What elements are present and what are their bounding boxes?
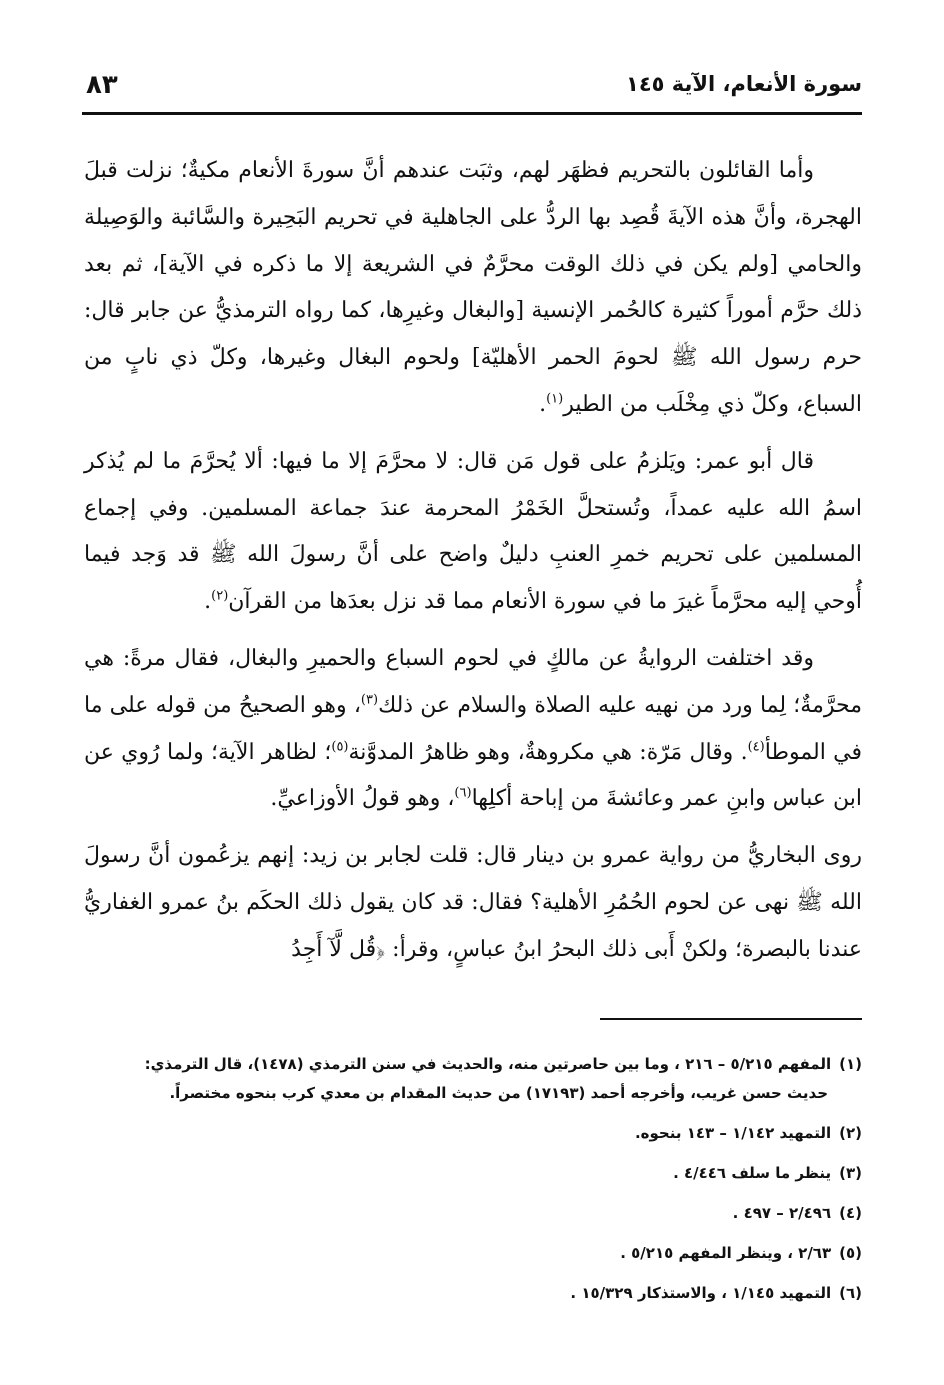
footnote-marker-2: (٢) [211,588,229,604]
paragraph-3-text-c: . وقال مَرّة: هي مكروهةٌ، وهو ظاهرُ المدوَّنة [348,739,748,765]
footnote-number: (٥) [839,1244,862,1262]
footnote-1 [84,1050,862,1108]
footnote-marker-5: (٥) [331,739,349,755]
header-rule [82,112,862,115]
paragraph-2-text: قال أبو عمر: ويَلزمُ على قول مَن قال: لا محرَّمَ إلا ما فيها: ألا يُحرَّمَ ما لم يُذكر اسمُ الله عليه عمداً، وتُستحلَّ الخَمْرُ المحرمة عندَ جماعة المسلمين. وفي إجماع المسلمين على تحريم خمرِ العنبِ دليلٌ واضح على أنَّ رسولَ الله ﷺ قد وَجد فيما أُوحي إليه محرَّماً غيرَ ما في سورة الأنعام مما قد نزل بعدَها من القرآن [84,448,862,615]
running-title: سورة الأنعام، الآية ١٤٥ [626,72,862,96]
paragraph-3-text-a: وقد اختلفت الروايةُ عن مالكٍ في لحوم السباع والحميرِ والبغال، فقال مرةً: هي محرَّمةٌ؛ لِما ورد من نهيه عليه الصلاة والسلام عن ذلك [84,645,862,718]
footnote-number: (٢) [839,1124,862,1142]
main-text [84,148,862,984]
paragraph-1: وأما القائلون بالتحريم فظهَر لهم، وثبَت عندهم أنَّ سورةَ الأنعام مكيةٌ؛ نزلت قبلَ الهجرة، وأنَّ هذه الآيةَ قُصِد بها الردُّ على الجاهلية في تحريم البَحِيرة والسَّائبة والوَصِيلة والحامي [ولم يكن في ذلك الوقت محرَّمٌ في الشريعة إلا ما ذكره في الآية]، ثم بعد ذلك حرَّم أموراً كثيرة كالحُمر الإنسية [والبغال وغيرِها، كما رواه الترمذيُّ عن جابر قال: حرم رسول الله ﷺ لحومَ الحمر الأهليّة] ولحوم البغال وغيرها، وكلّ ذي نابٍ من السباع، وكلّ ذي مِخْلَب من الطير$^{(١)}$. [84,158,862,417]
footnote-text: التمهيد ١/١٤٥ ، والاستذكار ١٥/٣٢٩ . [570,1284,832,1302]
footnote-marker-4: (٤) [747,739,765,755]
paragraph-3 [84,636,862,823]
footnotes [84,1050,862,1319]
paragraph-3-text-b: ، وهو الصحيحُ من قوله على ما في الموطأ [84,692,862,765]
footnote-5 [84,1239,862,1268]
footnote-3 [84,1159,862,1188]
footnote-text-continued: حديث حسن غريب، وأخرجه أحمد (١٧١٩٣) من حديث المقدام بن معدي كرب بنحوه مختصراً. [169,1084,828,1102]
footnote-6 [84,1279,862,1308]
footnote-marker-1: (١) [546,391,564,407]
footnote-number: (١) [839,1055,862,1073]
paragraph-2: قال أبو عمر: ويَلزمُ على قول مَن قال: لا محرَّمَ إلا ما فيها: ألا يُحرَّمَ ما لم يُذكر اسمُ الله عليه عمداً، وتُستحلَّ الخَمْرُ المحرمة عندَ جماعة المسلمين. وفي إجماع المسلمين على تحريم خمرِ العنبِ دليلٌ واضح على أنَّ رسولَ الله ﷺ قد وَجد فيما أُوحي إليه محرَّماً غيرَ ما في سورة الأنعام مما قد نزل بعدَها من القرآن$^{(٢)}$. [84,448,862,615]
paragraph-3-text-d: ؛ لظاهر الآية؛ ولما رُوي عن ابن عباس وابنِ عمر وعائشةَ من إباحة أكلِها [84,739,862,812]
footnote-text: ٢/٤٩٦ – ٤٩٧ . [732,1204,832,1222]
footnote-number: (٣) [839,1164,862,1182]
paragraph-3-text-e: ، وهو قولُ الأوزاعيِّ. [270,786,455,812]
page-number: ٨٣ [86,70,118,100]
footnote-number: (٦) [839,1284,862,1302]
footnote-2 [84,1119,862,1148]
paragraph-4 [84,833,862,973]
paragraph-1-text: وأما القائلون بالتحريم فظهَر لهم، وثبَت عندهم أنَّ سورةَ الأنعام مكيةٌ؛ نزلت قبلَ الهجرة، وأنَّ هذه الآيةَ قُصِد بها الردُّ على الجاهلية في تحريم البَحِيرة والسَّائبة والوَصِيلة والحامي [ولم يكن في ذلك الوقت محرَّمٌ في الشريعة إلا ما ذكره في الآية]، ثم بعد ذلك حرَّم أموراً كثيرة كالحُمر الإنسية [والبغال وغيرِها، كما رواه الترمذيُّ عن جابر قال: حرم رسول الله ﷺ لحومَ الحمر الأهليّة] ولحوم البغال وغيرها، وكلّ ذي نابٍ من السباع، وكلّ ذي مِخْلَب من الطير [84,158,862,417]
footnote-text: المفهم ٥/٢١٥ – ٢١٦ ، وما بين حاصرتين منه، والحديث في سنن الترمذي (١٤٧٨)، قال الترمذي: [144,1055,832,1073]
footnote-text: ينظر ما سلف ٤/٤٤٦ . [673,1164,832,1182]
footnotes-rule [600,1018,862,1020]
footnote-4 [84,1199,862,1228]
footnote-marker-6: (٦) [454,786,472,802]
footnote-text: ٢/٦٣ ، وينظر المفهم ٥/٢١٥ . [620,1244,832,1262]
paragraph-4-text: روى البخاريُّ من رواية عمرو بن دينار قال: قلت لجابر بن زيد: إنهم يزعُمون أنَّ رسولَ الله ﷺ نهى عن لحوم الحُمُرِ الأهلية؟ فقال: قد كان يقول ذلك الحكَم بنُ عمرو الغفاريُّ عندنا بالبصرة؛ ولكنْ أَبى ذلك البحرُ ابنُ عباسٍ، وقرأ: ﴿قُل لَّآ أَجِدُ [84,843,862,962]
footnote-number: (٤) [839,1204,862,1222]
footnote-text: التمهيد ١/١٤٢ – ١٤٣ بنحوه. [634,1124,832,1142]
footnote-marker-3: (٣) [360,692,379,708]
